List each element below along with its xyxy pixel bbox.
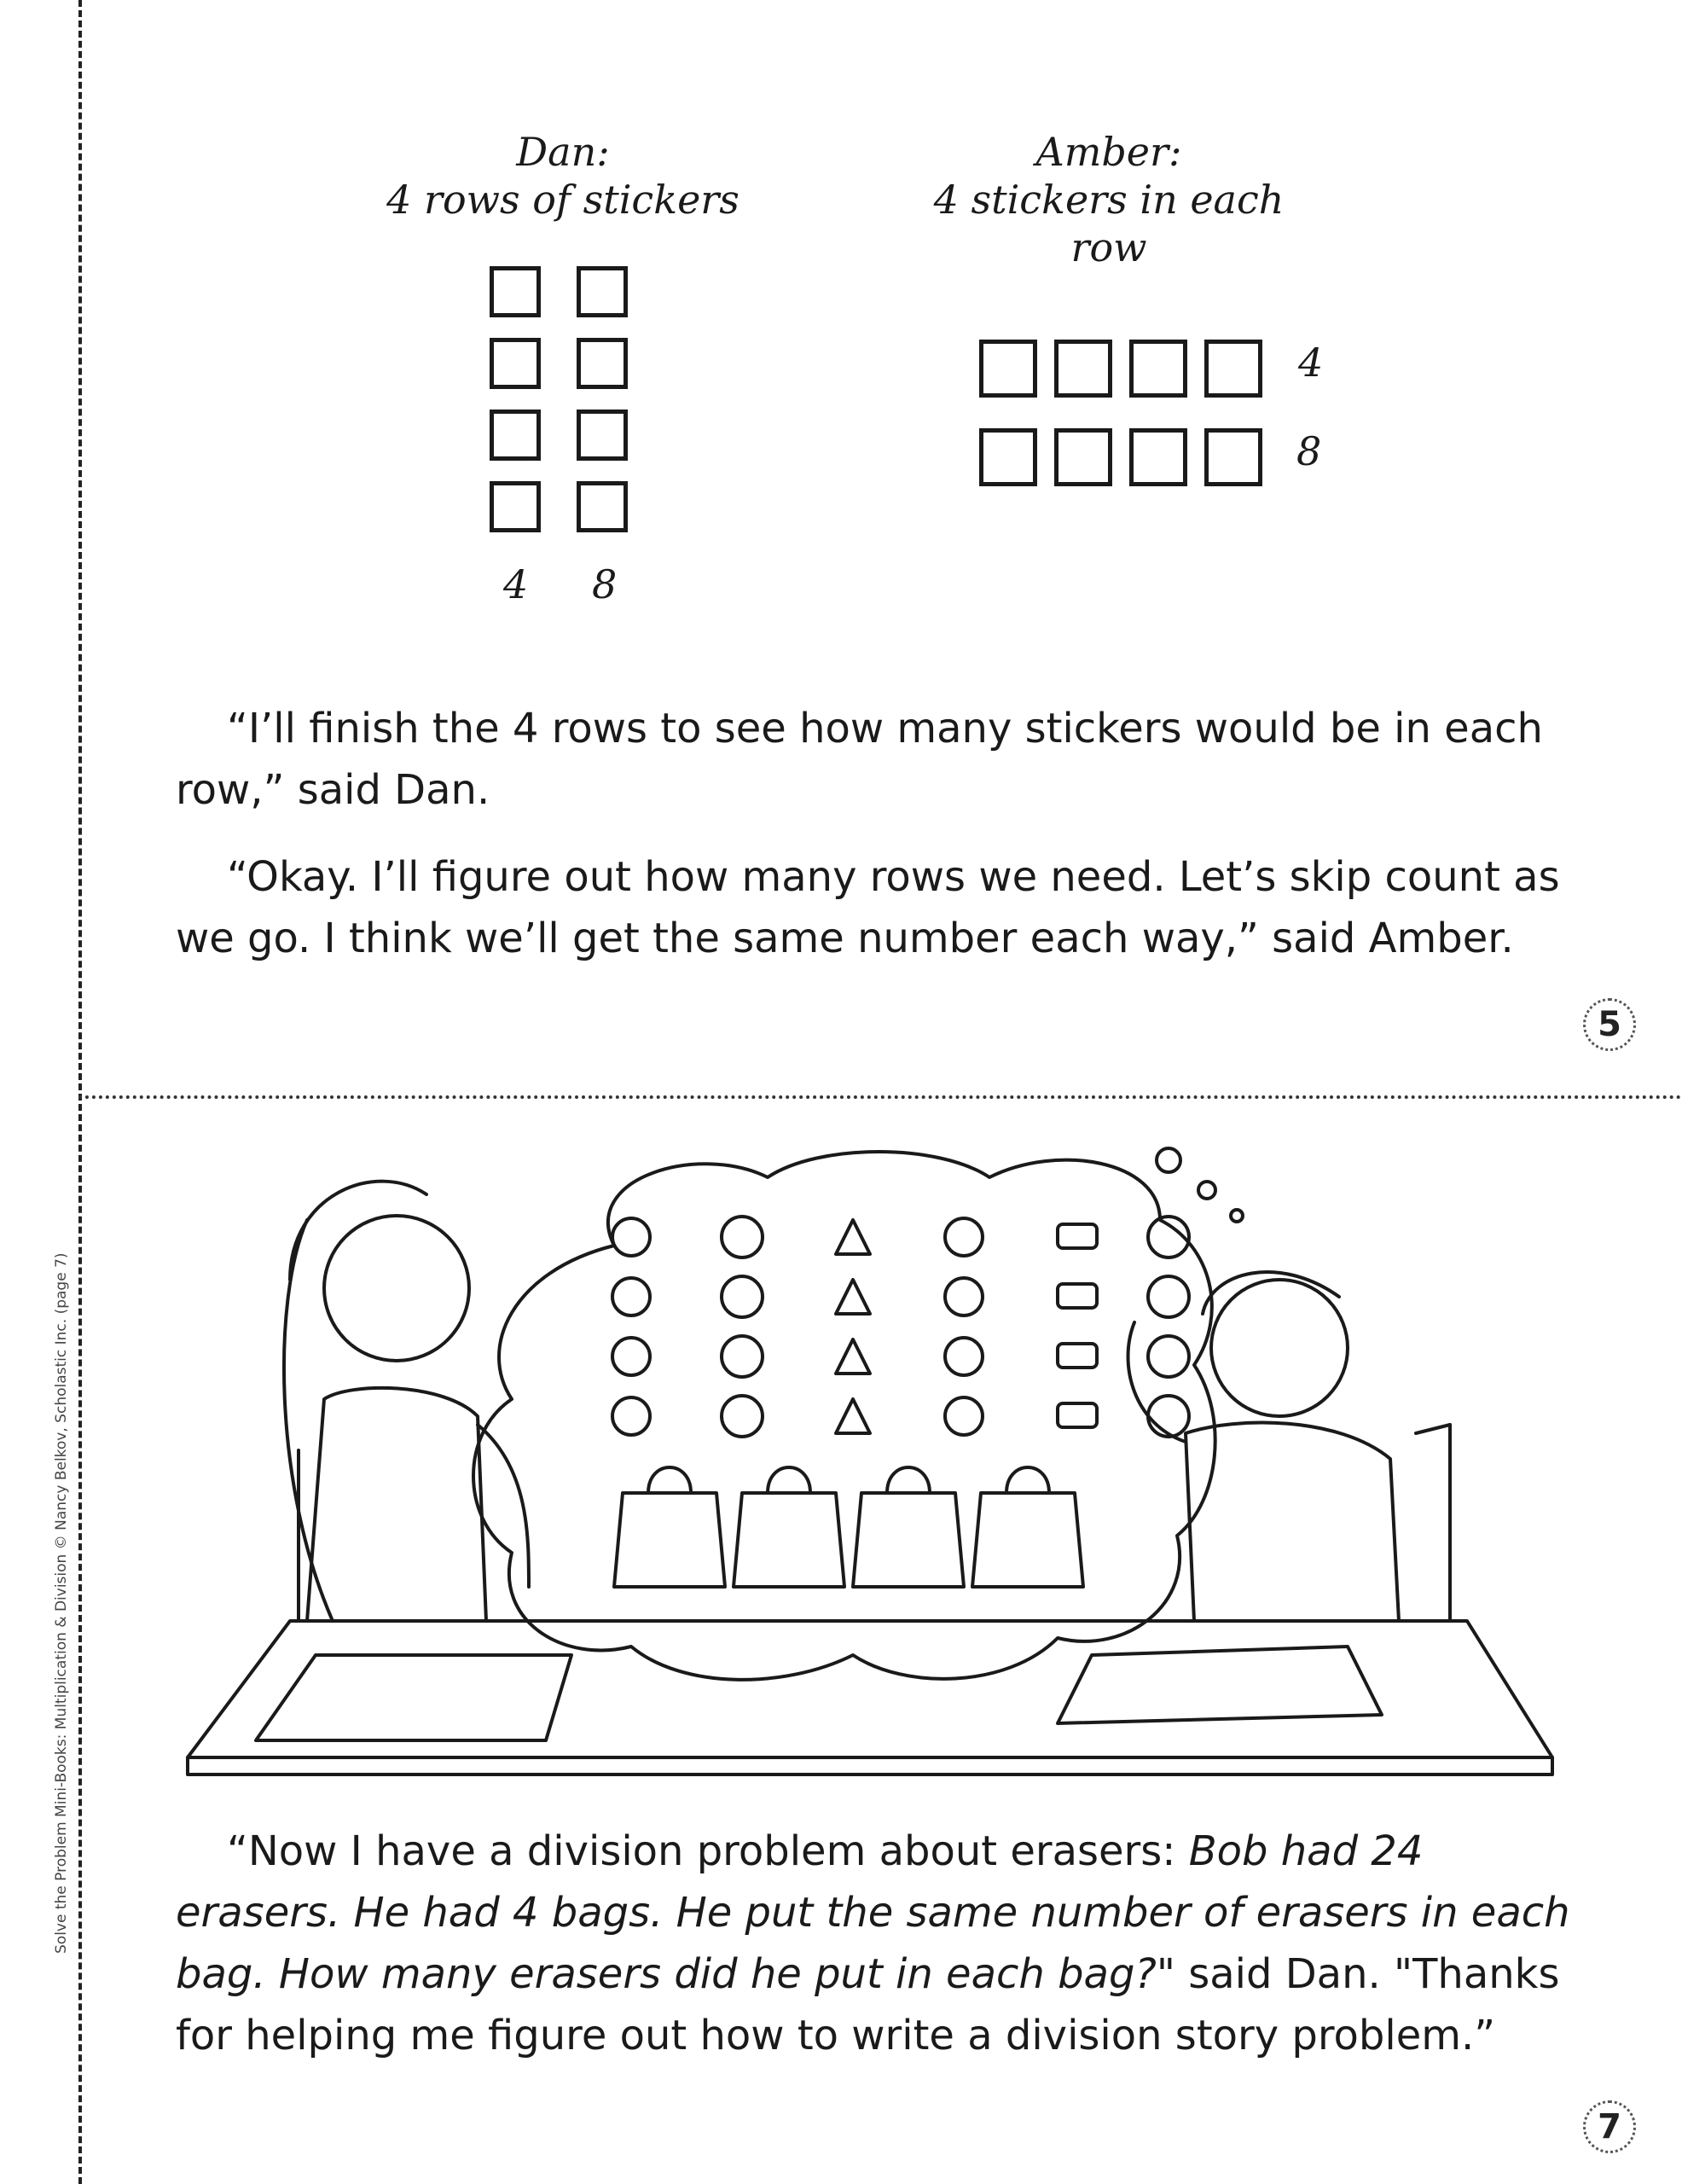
middle-dotted-fold-line xyxy=(78,1095,1682,1099)
bubble-items xyxy=(612,1217,1189,1437)
dan-count-4: 4 xyxy=(503,561,529,607)
dialogue-closing: " said Dan. "Thanks for helping me figure out how to write a division story problem.” xyxy=(176,1950,1560,2059)
dialogue-opening: “Now I have a division problem about erasers: xyxy=(227,1827,1189,1875)
sticker-box xyxy=(979,340,1037,398)
amber-caption: 4 stickers in each row xyxy=(933,177,1285,270)
sticker-box xyxy=(1129,428,1187,486)
sticker-box xyxy=(577,410,628,461)
amber-header xyxy=(904,128,1314,271)
sticker-box xyxy=(577,266,628,317)
sticker-box xyxy=(577,338,628,389)
amber-count-4: 4 xyxy=(1298,340,1324,386)
dan-count-8: 8 xyxy=(592,561,618,607)
sticker-box xyxy=(490,266,541,317)
page7-text xyxy=(176,1821,1575,2066)
left-dashed-cut-line xyxy=(78,0,82,2184)
amber-dialogue: “Okay. I’ll figure out how many rows we need. Let’s skip count as we go. I think we’ll get the same number each way,” said Amber. xyxy=(176,853,1560,962)
sticker-box xyxy=(979,428,1037,486)
sticker-box xyxy=(1054,340,1112,398)
sticker-box xyxy=(1129,340,1187,398)
sticker-box xyxy=(577,481,628,532)
copyright-credit: Solve the Problem Mini-Books: Multiplication & Division © Nancy Belkov, Scholastic Inc. (page 7) xyxy=(53,1252,70,1954)
sticker-box xyxy=(490,338,541,389)
sticker-box xyxy=(490,410,541,461)
division-story-problem: Bob had 24 erasers. He had 4 bags. He put the same number of erasers in each bag. How many erasers did he put in each bag? xyxy=(176,1827,1570,1998)
sticker-box xyxy=(490,481,541,532)
dan-header xyxy=(375,128,751,224)
kids-at-table-illustration xyxy=(171,1143,1569,1826)
sticker-box xyxy=(1204,340,1262,398)
bags xyxy=(614,1467,1083,1587)
page5-text xyxy=(176,698,1575,969)
amber-count-8: 8 xyxy=(1296,428,1322,474)
page-number-5: 5 xyxy=(1583,998,1636,1051)
amber-name: Amber: xyxy=(1035,129,1182,175)
sticker-box xyxy=(1054,428,1112,486)
dan-name: Dan: xyxy=(516,129,610,175)
sticker-box xyxy=(1204,428,1262,486)
page-number-7: 7 xyxy=(1583,2100,1636,2153)
dan-dialogue: “I’ll finish the 4 rows to see how many stickers would be in each row,” said Dan. xyxy=(176,705,1543,814)
dan-division-dialogue xyxy=(176,1821,1575,2066)
dan-caption: 4 rows of stickers xyxy=(386,177,740,223)
